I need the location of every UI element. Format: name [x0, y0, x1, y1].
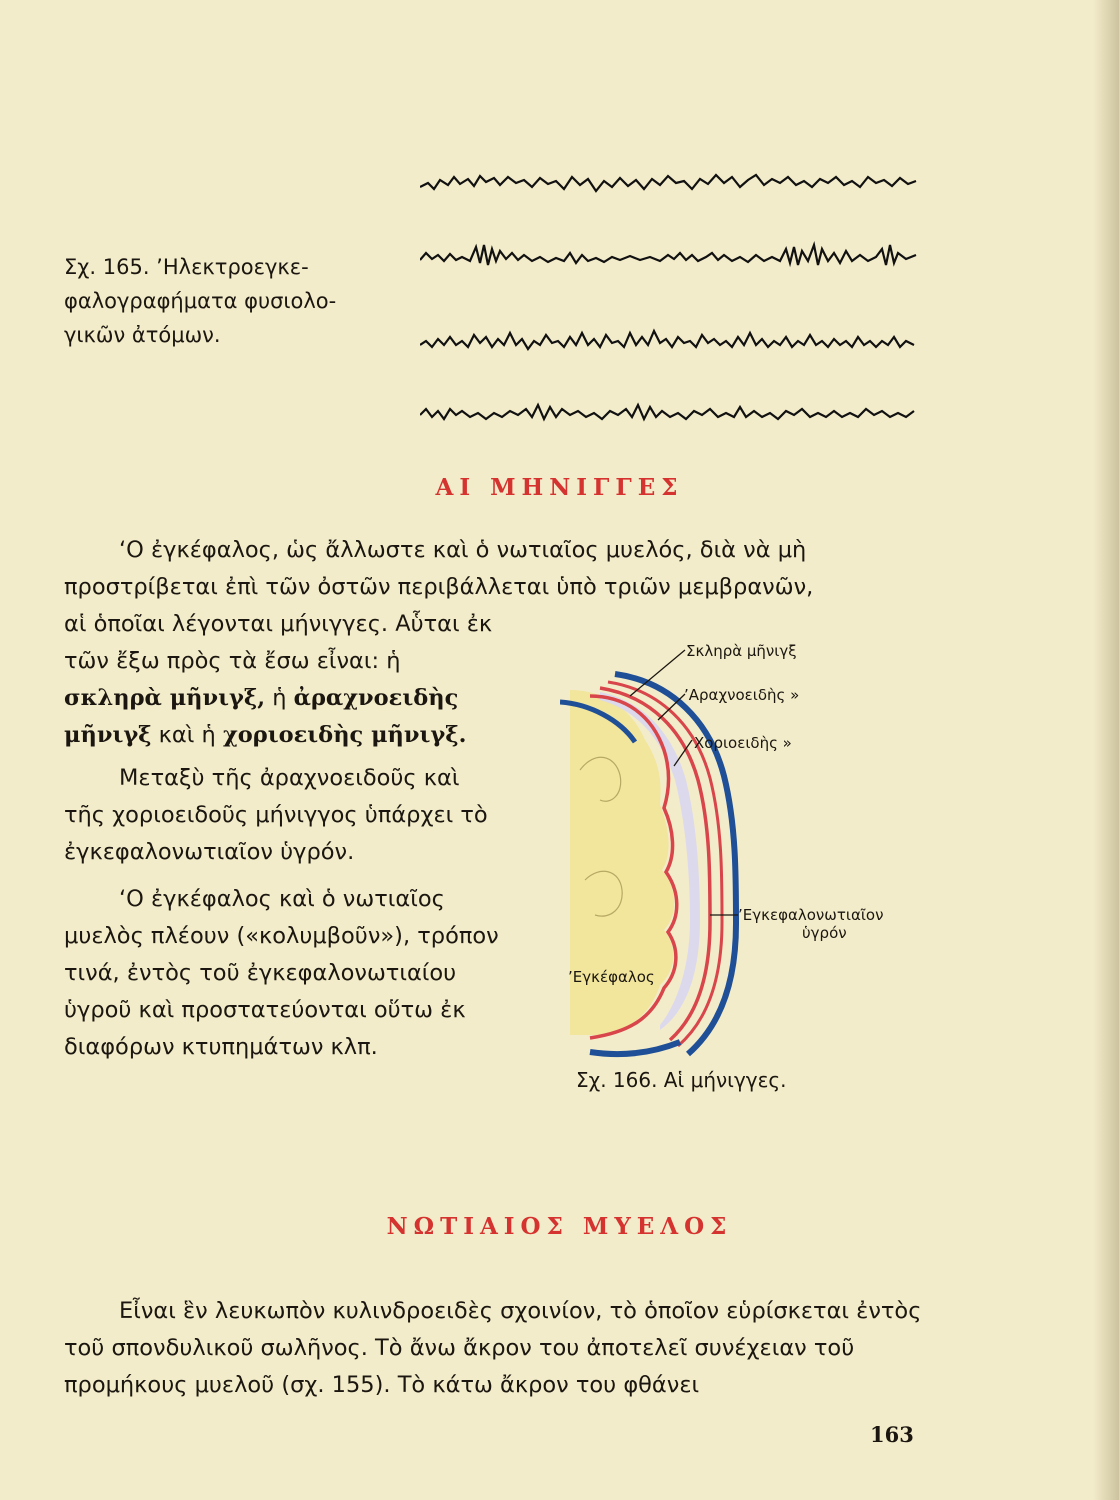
- meninges-intro-continued: αἱ ὁποῖαι λέγονται μήνιγγες. Αὗται ἐκ τῶν ἔξω πρὸς τὰ ἔσω εἶναι:: [64, 611, 493, 674]
- eeg-trace-1: [420, 175, 916, 191]
- page-number: 163: [870, 1422, 914, 1447]
- meninges-intro-paragraph: ‘Ο ἐγκέφαλος, ὡς ἄλλωστε καὶ ὁ νωτιαῖος μυελός, διὰ νὰ μὴ προστρίβεται ἐπὶ τῶν ὀστῶν περιβάλλεται ὑπὸ τριῶν μεμβρανῶν,: [64, 537, 814, 600]
- meninges-figure: [560, 630, 940, 1070]
- label-arachnoid: ’Αραχνοειδὴς »: [684, 686, 800, 704]
- label-brain: ’Εγκέφαλος: [568, 968, 655, 986]
- bottom-boundary: [590, 1042, 680, 1054]
- eeg-trace-4: [420, 405, 914, 419]
- eeg-trace-2: [420, 245, 916, 265]
- term-dura-mater: σκληρὰ μῆνιγξ,: [64, 685, 266, 711]
- text-article-3: καὶ ἡ: [158, 722, 216, 748]
- text-article-1: ἡ: [386, 648, 401, 674]
- eeg-trace-3: [420, 331, 914, 349]
- figure-165-caption: Σχ. 165. ’Ηλεκτροεγκε-φαλογραφήματα φυσιολο-γικῶν ἀτόμων.: [64, 255, 337, 347]
- label-dura-mater: Σκληρὰ μῆνιγξ: [686, 642, 797, 660]
- text-article-2: ἡ: [272, 685, 287, 711]
- figure-166-caption: Σχ. 166. Αἱ μήνιγγες.: [576, 1068, 787, 1092]
- meninges-list-paragraph: [64, 606, 504, 754]
- spinal-cord-paragraph: Εἶναι ἓν λευκωπὸν κυλινδροειδὲς σχοινίον, τὸ ὁποῖον εὑρίσκεται ἐντὸς τοῦ σπονδυλικοῦ σωλῆνος. Τὸ ἄνω ἄκρον του ἀποτελεῖ συνέχειαν τοῦ προμήκους μυελοῦ (σχ. 155). Τὸ κάτω ἄκρον του φθάνει: [64, 1298, 922, 1398]
- csf-paragraph: Μεταξὺ τῆς ἀραχνοειδοῦς καὶ τῆς χοριοειδοῦς μήνιγγος ὑπάρχει τὸ ἐγκεφαλονωτιαῖον ὑγρόν.: [64, 765, 488, 865]
- label-csf-line2: ὑγρόν: [802, 924, 847, 942]
- eeg-traces-figure: [420, 165, 920, 435]
- floating-paragraph: ‘Ο ἐγκέφαλος καὶ ὁ νωτιαῖος μυελὸς πλέουν («κολυμβοῦν»), τρόπον τινά, ἐντὸς τοῦ ἐγκεφαλονωτιαίου ὑγροῦ καὶ προστατεύονται οὕτω ἐκ διαφόρων κτυπημάτων κλπ.: [64, 886, 499, 1060]
- term-arachnoid-mater: ἀραχνοειδὴς μῆνιγξ: [64, 685, 459, 748]
- label-csf-line1: ’Εγκεφαλονωτιαῖον: [738, 906, 884, 924]
- term-pia-mater: χοριοειδὴς μῆνιγξ.: [222, 722, 467, 748]
- section-heading-meninges: ΑΙ ΜΗΝΙΓΓΕΣ: [435, 474, 684, 501]
- page-edge-shadow: [1093, 0, 1119, 1500]
- label-pia: Χοριοειδὴς »: [694, 734, 792, 752]
- section-heading-spinal-cord: ΝΩΤΙΑΙΟΣ ΜΥΕΛΟΣ: [386, 1213, 733, 1240]
